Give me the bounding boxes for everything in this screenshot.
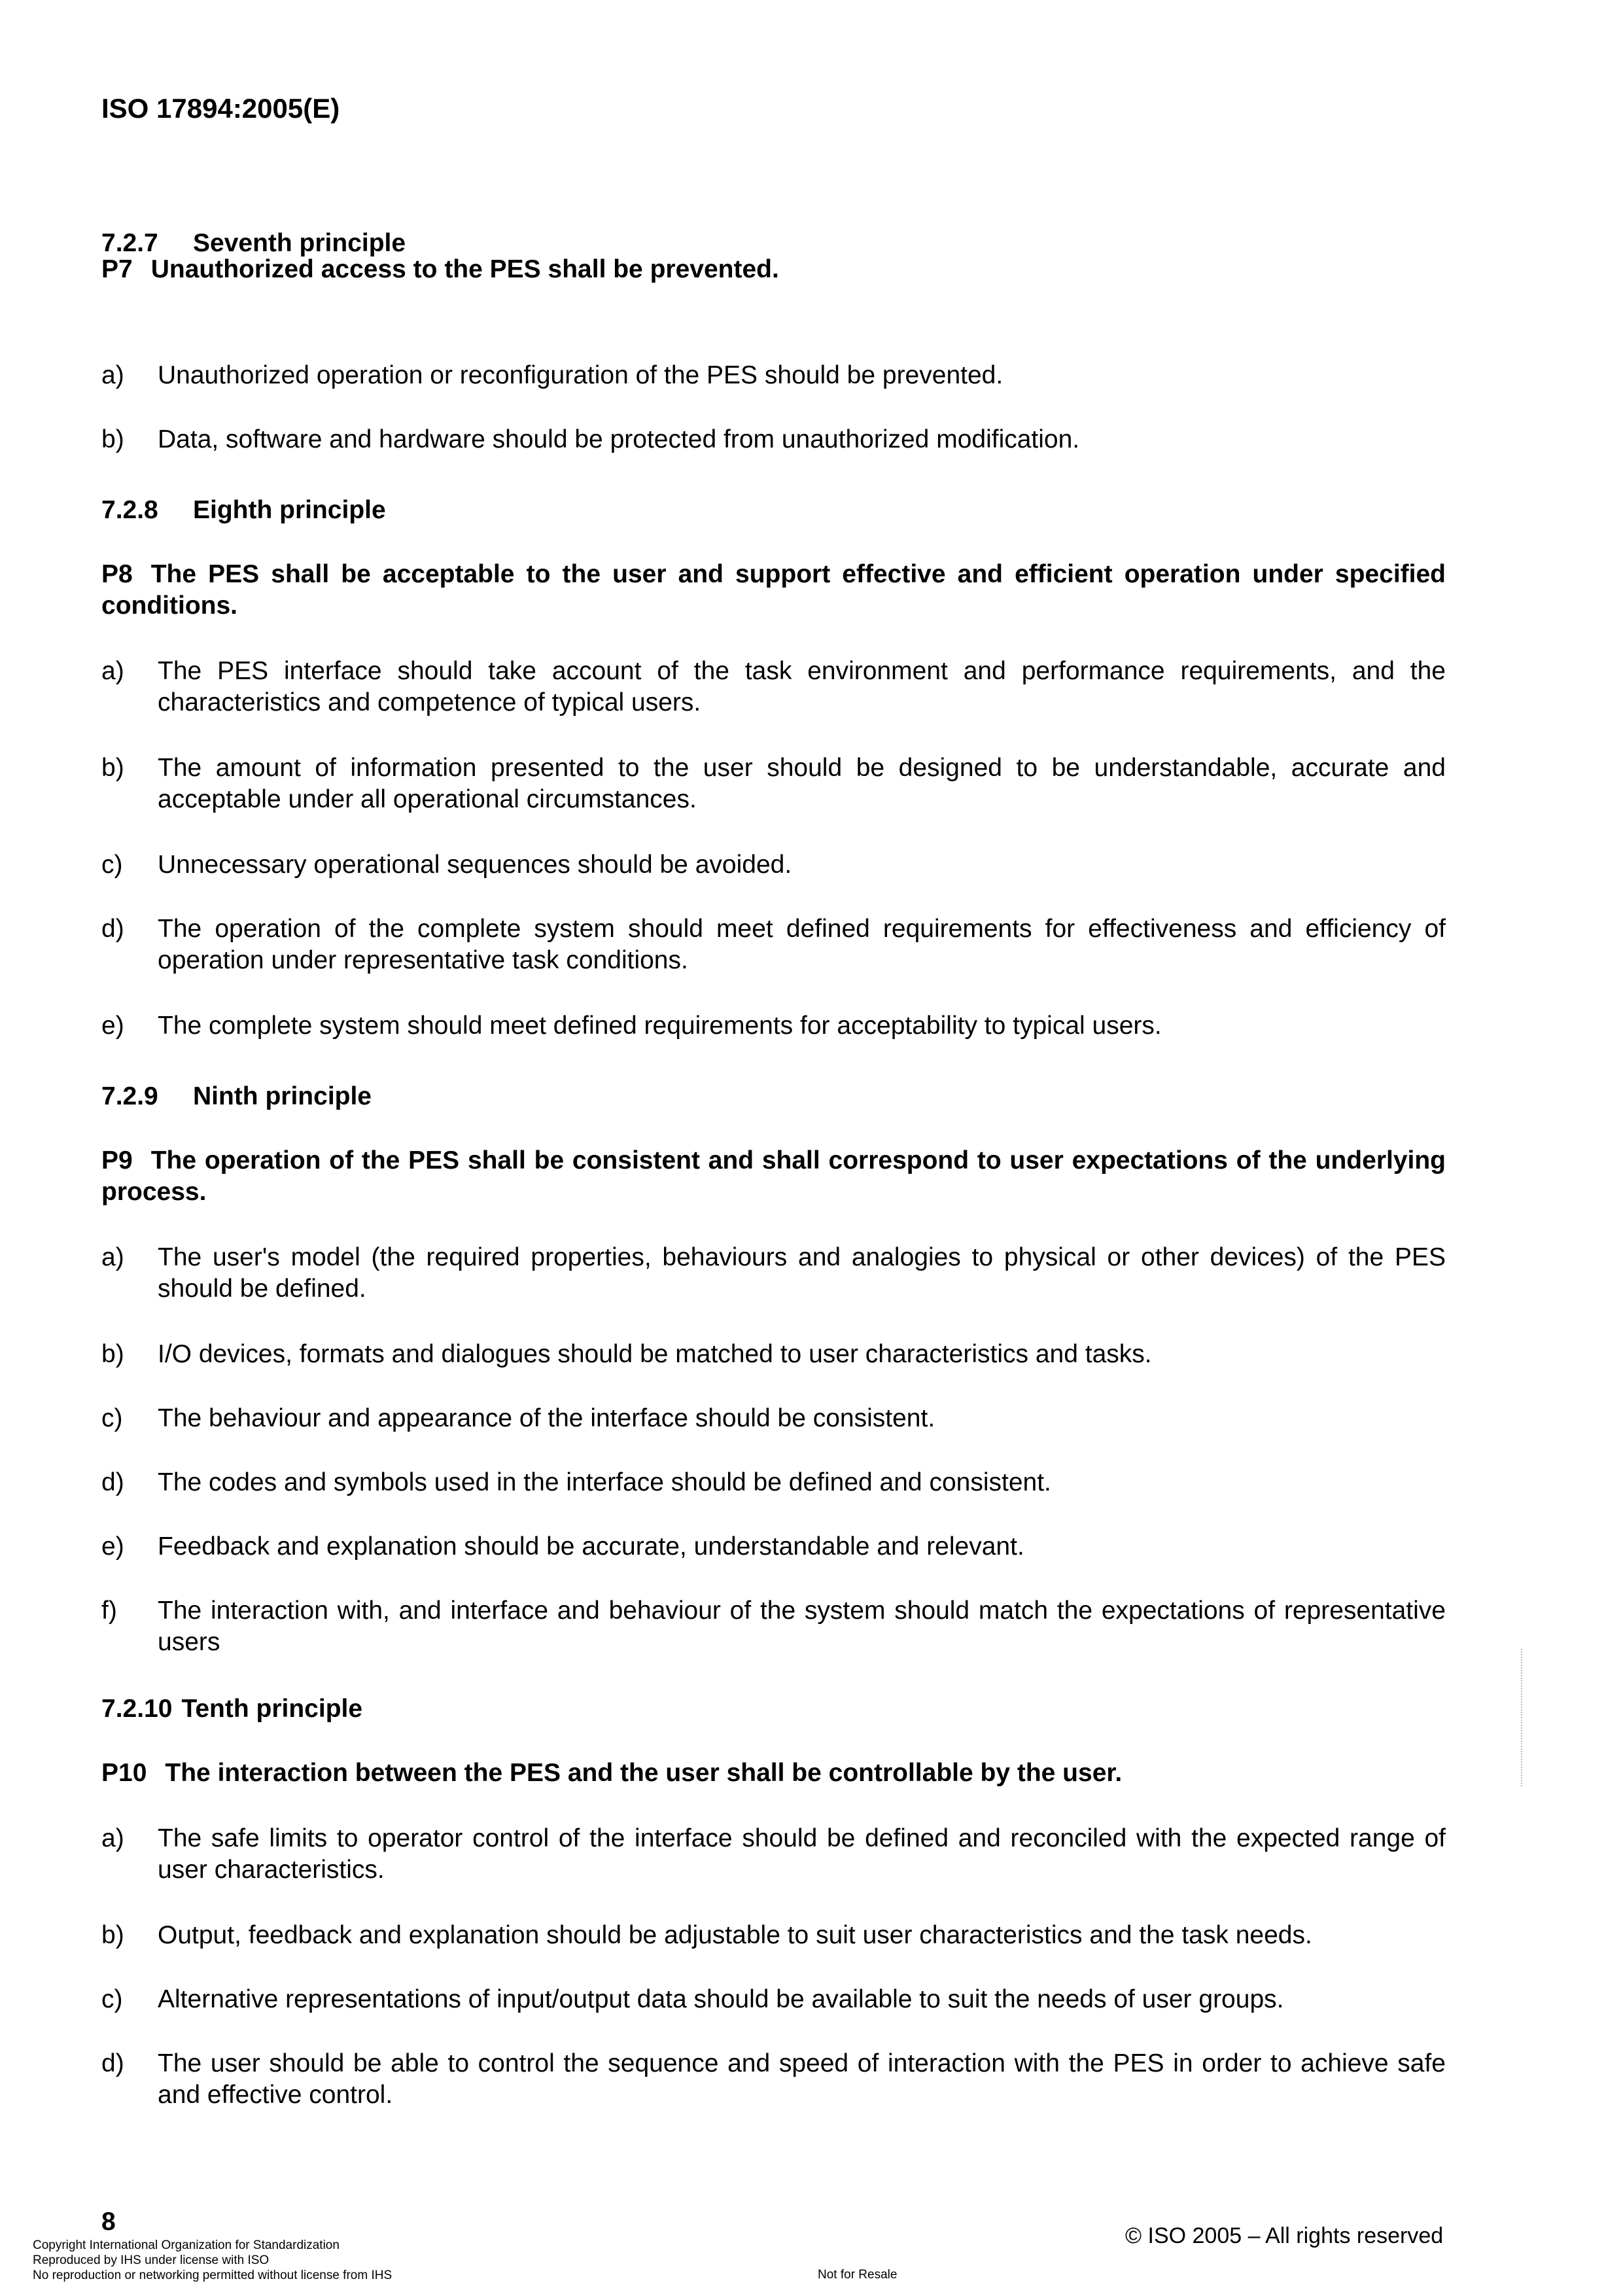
- list-item: [101, 752, 1446, 815]
- section-number: 7.2.7: [101, 229, 158, 257]
- list-item: [101, 1920, 1446, 1951]
- license-line-2: Reproduced by IHS under license with ISO: [33, 2253, 270, 2267]
- list-item-label: b): [101, 754, 124, 782]
- principle-id: P8: [101, 560, 133, 588]
- list-item-text: Unauthorized operation or reconfiguration of the PES should be prevented.: [158, 361, 1003, 389]
- list-item: [101, 2048, 1446, 2111]
- principle-p9: [101, 1145, 1446, 1208]
- principle-id: P7: [101, 255, 133, 283]
- list-item-text: The user should be able to control the sequence and speed of interaction with the PES in order to achieve safe and effective control.: [158, 2049, 1446, 2109]
- list-item: [101, 1403, 1446, 1434]
- list-item-text: The interaction with, and interface and behaviour of the system should match the expectations of representative users: [158, 1597, 1446, 1656]
- list-item-label: f): [101, 1597, 117, 1625]
- principle-text: The operation of the PES shall be consistent and shall correspond to user expectations of the underlying process.: [101, 1146, 1446, 1206]
- list-item-label: c): [101, 851, 123, 879]
- list-item-label: a): [101, 657, 124, 685]
- margin-mark: [1521, 1649, 1525, 1786]
- list-item: [101, 424, 1446, 455]
- list-item-text: The operation of the complete system should meet defined requirements for effectiveness and efficiency of operation under representative task conditions.: [158, 915, 1446, 974]
- list-item: [101, 1339, 1446, 1370]
- list-item-text: I/O devices, formats and dialogues should be matched to user characteristics and tasks.: [158, 1340, 1152, 1368]
- list-item-label: c): [101, 1985, 123, 2013]
- page-number: 8: [101, 2208, 116, 2236]
- copyright-notice: © ISO 2005 – All rights reserved: [1125, 2223, 1444, 2248]
- list-item: [101, 1984, 1446, 2015]
- section-heading-7-2-8: [101, 496, 1446, 525]
- list-item-label: e): [101, 1532, 124, 1561]
- list-item-text: The complete system should meet defined requirements for acceptability to typical users.: [158, 1012, 1162, 1040]
- section-number: 7.2.9: [101, 1082, 158, 1110]
- list-item-text: The user's model (the required properties, behaviours and analogies to physical or other devices) of the PES should be defined.: [158, 1243, 1446, 1303]
- list-item-text: Unnecessary operational sequences should be avoided.: [158, 851, 792, 879]
- principle-p10: [101, 1757, 1446, 1789]
- principle-text: Unauthorized access to the PES shall be prevented.: [150, 255, 779, 283]
- list-item: [101, 1242, 1446, 1305]
- list-item-text: Data, software and hardware should be protected from unauthorized modification.: [158, 425, 1080, 453]
- list-item: [101, 1531, 1446, 1563]
- list-item: [101, 1467, 1446, 1498]
- license-line-3: No reproduction or networking permitted without license from IHS: [33, 2269, 393, 2282]
- section-number: 7.2.8: [101, 496, 158, 524]
- list-item-text: Output, feedback and explanation should be adjustable to suit user characteristics and the task needs.: [158, 1921, 1312, 1949]
- section-title: Eighth principle: [193, 496, 386, 524]
- list-item-label: a): [101, 361, 124, 389]
- principle-id: P9: [101, 1146, 133, 1174]
- list-item-text: The safe limits to operator control of the interface should be defined and reconciled with the expected range of user characteristics.: [158, 1824, 1446, 1884]
- section-title: Tenth principle: [181, 1695, 363, 1723]
- list-item: [101, 849, 1446, 881]
- list-item-label: d): [101, 915, 124, 943]
- section-heading-7-2-10: [101, 1695, 1446, 1723]
- list-item-text: The codes and symbols used in the interface should be defined and consistent.: [158, 1468, 1051, 1496]
- section-title: Ninth principle: [193, 1082, 372, 1110]
- list-item-label: d): [101, 2049, 124, 2077]
- list-item-text: The amount of information presented to the user should be designed to be understandable, accurate and acceptable under all operational circumstances.: [158, 754, 1446, 813]
- list-item-label: e): [101, 1012, 124, 1040]
- principle-p8: [101, 559, 1446, 622]
- list-item-text: Alternative representations of input/output data should be available to suit the needs of user groups.: [158, 1985, 1284, 2013]
- list-item-label: b): [101, 425, 124, 453]
- principle-text: The PES shall be acceptable to the user and support effective and efficient operation under specified conditions.: [101, 560, 1446, 620]
- list-item: [101, 913, 1446, 976]
- list-item-label: d): [101, 1468, 124, 1496]
- list-item-label: a): [101, 1243, 124, 1271]
- list-item: [101, 1010, 1446, 1042]
- section-number: 7.2.10: [101, 1695, 173, 1723]
- list-item: [101, 656, 1446, 718]
- section-heading-7-2-9: [101, 1082, 1446, 1111]
- list-item: [101, 1595, 1446, 1658]
- document-header-title: ISO 17894:2005(E): [101, 93, 340, 124]
- list-item-text: The PES interface should take account of the task environment and performance requirements, and the characteristics and competence of typical users.: [158, 657, 1446, 716]
- section-title: Seventh principle: [193, 229, 406, 257]
- license-line-1: Copyright International Organization for Standardization: [33, 2238, 340, 2252]
- principle-p7: [101, 254, 1446, 285]
- list-item-text: The behaviour and appearance of the interface should be consistent.: [158, 1404, 935, 1432]
- list-item-label: b): [101, 1340, 124, 1368]
- list-item: [101, 360, 1446, 391]
- list-item-text: Feedback and explanation should be accurate, understandable and relevant.: [158, 1532, 1024, 1561]
- not-for-resale-notice: Not for Resale: [818, 2268, 898, 2282]
- list-item-label: a): [101, 1824, 124, 1852]
- principle-text: The interaction between the PES and the user shall be controllable by the user.: [165, 1759, 1123, 1787]
- principle-id: P10: [101, 1759, 147, 1787]
- list-item: [101, 1823, 1446, 1886]
- list-item-label: b): [101, 1921, 124, 1949]
- list-item-label: c): [101, 1404, 123, 1432]
